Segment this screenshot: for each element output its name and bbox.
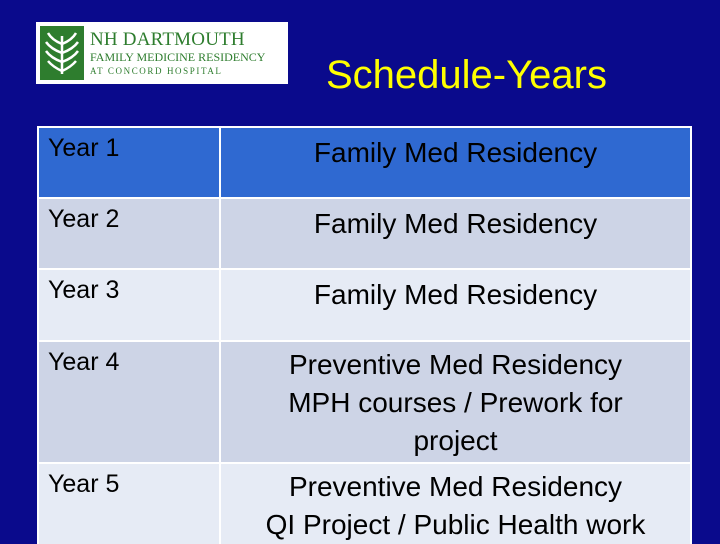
description-line: QI Project / Public Health work [265,509,646,540]
logo-line-2: FAMILY MEDICINE RESIDENCY [90,49,266,64]
table-row [38,127,691,198]
description-line: Family Med Residency [313,137,598,168]
description-cell [220,341,691,463]
year-cell: Year 4 [38,341,220,463]
leaf-icon [40,26,84,80]
table-row [38,341,691,463]
description-cell [220,463,691,544]
logo-line-1: NH DARTMOUTH [90,28,245,50]
table-row [38,463,691,544]
description-line: Preventive Med Residency [288,471,623,502]
description-cell [220,269,691,341]
schedule-table [37,126,692,544]
description-line: Family Med Residency [313,208,598,239]
slide-title: Schedule-Years [326,53,607,97]
description-line: project [413,425,498,456]
description-cell [220,127,691,198]
description-line: Preventive Med Residency [288,349,623,380]
year-cell: Year 2 [38,198,220,269]
year-cell: Year 3 [38,269,220,341]
logo-line-3: AT CONCORD HOSPITAL [90,65,223,76]
description-line: MPH courses / Prework for [288,387,623,418]
description-line: Family Med Residency [313,279,598,310]
year-cell: Year 1 [38,127,220,198]
description-cell [220,198,691,269]
table-row [38,269,691,341]
logo-text [90,30,265,77]
year-cell: Year 5 [38,463,220,544]
residency-logo [36,22,288,84]
table-row [38,198,691,269]
